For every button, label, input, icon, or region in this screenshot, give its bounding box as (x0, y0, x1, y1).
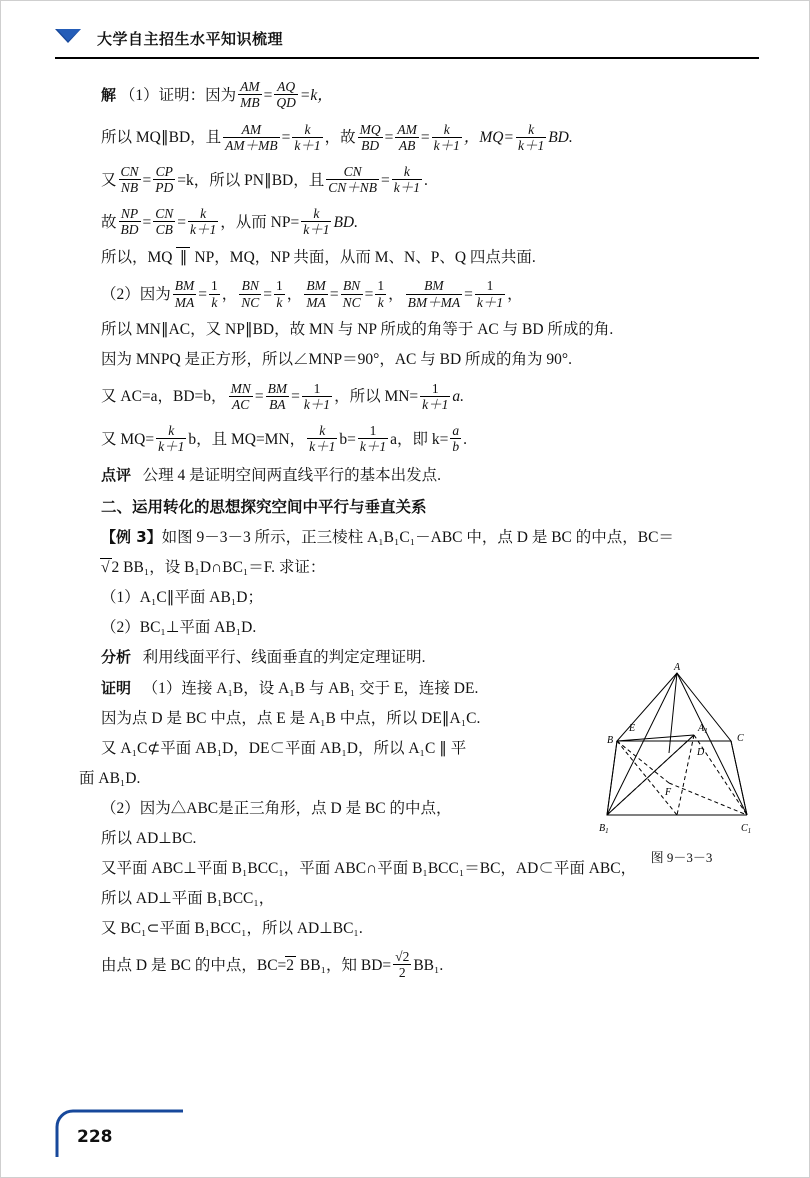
proof-label: 证明 (101, 679, 132, 698)
page-number: 228 (77, 1127, 113, 1147)
header-title: 大学自主招生水平知识梳理 (97, 30, 284, 48)
proof2-line-1: 因为点 D 是 BC 中点，点 E 是 A₁B 中点，所以 DE∥A₁C. (101, 710, 481, 728)
proof-line-9: 又 AC=a，BD=b， $\frac{MN}{AC}$ = $\frac{BM}{BA}$ = $\frac{1}{k+1}$ ，所以 MN= $\frac{1}{k+1}$ a. (101, 380, 465, 412)
comment-line: 点评 公理 4 是证明空间两直线平行的基本出发点. (101, 465, 442, 484)
proof2-line-7: 所以 AD⊥平面 B₁BCC₁， (101, 889, 275, 907)
section-heading: 二、运用转化的思想探究空间中平行与垂直关系 (101, 497, 427, 516)
proof2-line-6: 又平面 ABC⊥平面 B₁BCC₁，平面 ABC∩平面 B₁BCC₁＝BC，AD⊂平面 ABC， (101, 859, 637, 877)
sqrt-2: 2 (286, 956, 295, 974)
proof2-line-9: 由点 D 是 BC 的中点，BC=2 BB₁，知 BD= $\frac{√2}{2}$ BB₁. (101, 949, 444, 981)
header-divider (55, 57, 759, 59)
proof2-line-3: 面 AB₁D. (79, 770, 141, 788)
proof-line-2: 所以 MQ∥BD，且 $\frac{AM}{AM+MB}$ = $\frac{k}{k+1}$ ，故 $\frac{MQ}{BD}$ = $\frac{AM}{AB}$ = $\frac{k}{k+1}$ ，MQ= $\frac{k}{k+1}$ BD. (101, 121, 573, 153)
example-question-1: （1）A₁C∥平面 AB₁D； (101, 588, 263, 606)
triangle-flag-logo-icon (55, 27, 85, 51)
analysis-line: 分析 利用线面平行、线面垂直的判定定理证明. (101, 648, 426, 667)
figure-label-B1: $B_1$ (599, 823, 609, 835)
fraction: $\frac{AQ}{QD}$ (276, 79, 296, 111)
proof-line-5: 所以，MQ ∥ NP，MQ，NP 共面，从而 M、N、P、Q 四点共面. (101, 248, 761, 269)
solution-label: 解 (101, 86, 117, 104)
parallel-equal-symbol: ∥ (172, 248, 194, 269)
proof-line-8: 因为 MNPQ 是正方形，所以∠MNP＝90°，AC 与 BD 所成的角为 90°. (101, 351, 572, 369)
analysis-label: 分析 (101, 648, 132, 667)
figure-label-A: A (674, 663, 681, 673)
figure-label-A1: $A_1$ (698, 723, 708, 735)
sqrt-symbol: √ (101, 558, 110, 576)
figure-label-C: C (737, 733, 744, 744)
figure-label-C1: $C_1$ (741, 823, 752, 835)
proof-heading-line: 证明 （1）连接 A₁B，设 A₁B 与 AB₁ 交于 E，连接 DE. (101, 679, 479, 698)
figure-label-F: F (665, 787, 672, 798)
proof-line-4: 故 $\frac{NP}{BD}$ = $\frac{CN}{CB}$ = $\frac{k}{k+1}$ ，从而 NP= $\frac{k}{k+1}$ BD. (101, 206, 359, 238)
example-line-2: √ 2 BB₁，设 B₁D∩BC₁＝F. 求证： (101, 558, 326, 576)
fraction: $\frac{AM}{MB}$ (240, 79, 260, 111)
figure-label-B: B (607, 735, 614, 746)
text: （1）证明：因为 (119, 87, 237, 104)
example-label: 【例 3】 (101, 527, 162, 546)
page-header (55, 23, 769, 57)
figure-label-D: D (697, 747, 705, 758)
proof-line-10: 又 MQ= $\frac{k}{k+1}$ b，且 MQ=MN， $\frac{k}{k+1}$ b= $\frac{1}{k+1}$ a，即 k= $\frac{a}{b}$ . (101, 422, 468, 455)
geometry-figure (599, 663, 764, 863)
proof-line-1: 解 （1）证明：因为 $\frac{AM}{MB}$ = $\frac{AQ}{QD}$ =k， (101, 79, 333, 111)
page-footer-decoration (55, 1109, 185, 1155)
proof2-line-4: （2）因为△ABC是正三角形，点 D 是 BC 的中点， (101, 800, 452, 818)
proof2-line-8: 又 BC₁⊂平面 B₁BCC₁，所以 AD⊥BC₁. (101, 919, 363, 937)
comment-label: 点评 (101, 465, 132, 484)
proof2-line-5: 所以 AD⊥BC. (101, 830, 197, 848)
proof-line-6: （2）因为 $\frac{BM}{MA}$ = $\frac{1}{k}$ ， $\frac{BN}{NC}$ = $\frac{1}{k}$ ， $\frac{BM}{MA}$ = $\frac{BN}{NC}$ = $\frac{1}{k}$ ， $\frac{BM}{BM+MA}$ = $\frac{1}{k+1}$ ， (101, 278, 523, 310)
example-question-2: （2）BC₁⊥平面 AB₁D. (101, 618, 257, 636)
proof2-line-2: 又 A₁C⊄平面 AB₁D，DE⊂平面 AB₁D，所以 A₁C ∥ 平 (101, 740, 467, 758)
proof-line-7: 所以 MN∥AC，又 NP∥BD，故 MN 与 NP 所成的角等于 AC 与 BD 所成的角. (101, 321, 614, 339)
example-line-1: 【例 3】如图 9－3－3 所示，正三棱柱 A₁B₁C₁－ABC 中，点 D 是 BC 的中点，BC＝ (101, 527, 674, 546)
figure-caption: 图 9－3－3 (650, 850, 713, 865)
figure-label-E: E (629, 723, 636, 734)
proof-line-3: 又 $\frac{CN}{NB}$ = $\frac{CP}{PD}$ =k，所以 PN∥BD，且 $\frac{CN}{CN+NB}$ = $\frac{k}{k+1}$ . (101, 163, 428, 196)
